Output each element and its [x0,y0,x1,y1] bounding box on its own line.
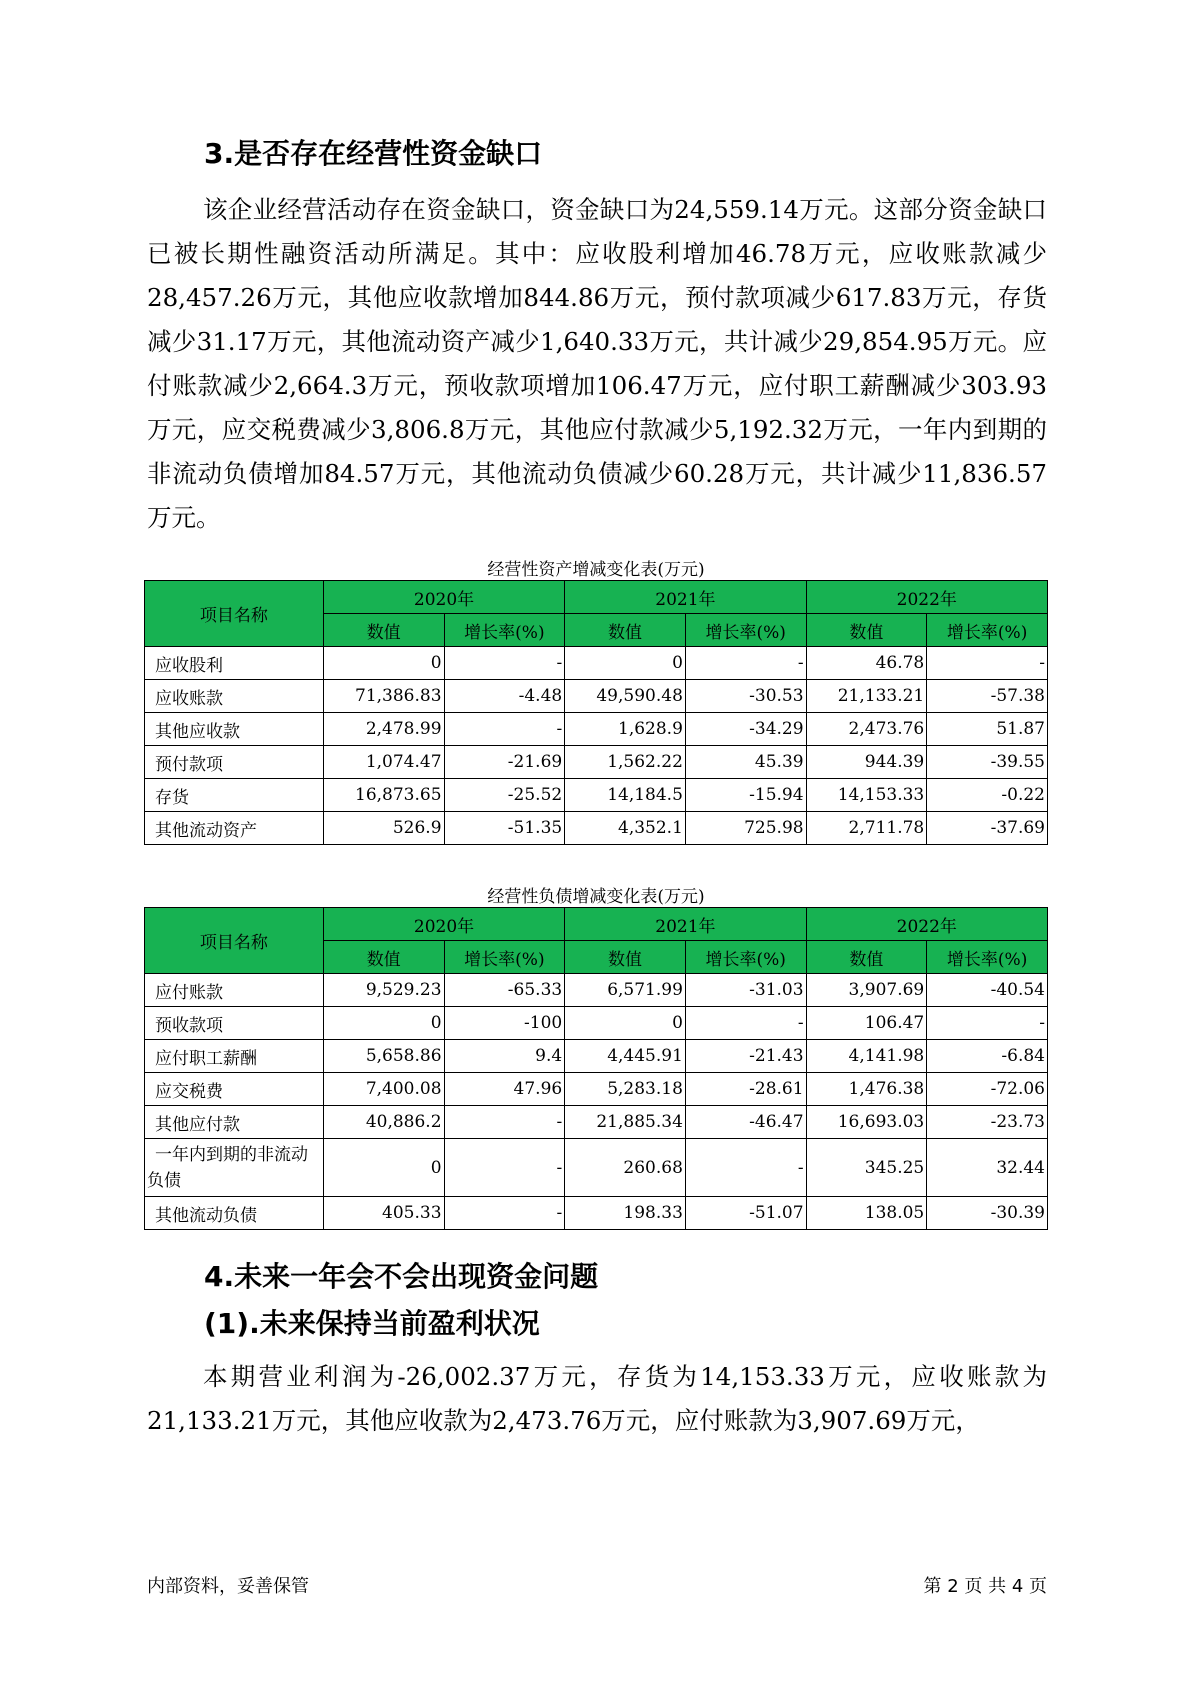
cell-value: 14,153.33 [806,779,927,812]
cell-value: 5,658.86 [323,1040,444,1073]
table-row [145,1139,1048,1197]
cell-value: 49,590.48 [565,680,686,713]
header-item-name: 项目名称 [145,908,324,974]
header-year-2022: 2022年 [806,581,1047,614]
table-row [145,1073,1048,1106]
cell-growth-rate: -0.22 [927,779,1048,812]
cell-value: 198.33 [565,1197,686,1230]
cell-value: 5,283.18 [565,1073,686,1106]
footer-confidential-note: 内部资料，妥善保管 [147,1576,309,1597]
cell-value: 2,478.99 [323,713,444,746]
cell-value: 1,628.9 [565,713,686,746]
cell-value: 21,133.21 [806,680,927,713]
cell-growth-rate: - [444,647,565,680]
cell-value: 6,571.99 [565,974,686,1007]
cell-value: 0 [565,1007,686,1040]
cell-growth-rate: -21.43 [685,1040,806,1073]
row-item-name: 一年内到期的非流动负债 [145,1139,324,1197]
cell-value: 2,473.76 [806,713,927,746]
row-item-name: 应付职工薪酬 [145,1040,324,1073]
table-row [145,974,1048,1007]
cell-growth-rate: - [444,1139,565,1197]
cell-growth-rate: -40.54 [927,974,1048,1007]
cell-growth-rate: 9.4 [444,1040,565,1073]
cell-value: 0 [565,647,686,680]
table-caption-assets: 经营性资产增减变化表(万元) [487,560,705,580]
header-year-2020: 2020年 [323,908,564,941]
cell-growth-rate: -51.07 [685,1197,806,1230]
cell-growth-rate: - [685,1139,806,1197]
table-row [145,1197,1048,1230]
header-value: 数值 [806,614,927,647]
header-year-2021: 2021年 [565,581,806,614]
cell-value: 526.9 [323,812,444,845]
section-heading-3: 3.是否存在经营性资金缺口 [204,137,543,170]
row-item-name: 应收股利 [145,647,324,680]
cell-value: 405.33 [323,1197,444,1230]
table-operating-liabilities [144,907,1048,1230]
section-heading-4: 4.未来一年会不会出现资金问题 [204,1260,599,1293]
cell-growth-rate: -100 [444,1007,565,1040]
header-growth-rate: 增长率(%) [927,614,1048,647]
cell-growth-rate: -23.73 [927,1106,1048,1139]
header-value: 数值 [323,941,444,974]
cell-value: 4,352.1 [565,812,686,845]
cell-value: 138.05 [806,1197,927,1230]
cell-value: 7,400.08 [323,1073,444,1106]
paragraph-current-profit: 本期营业利润为-26,002.37万元，存货为14,153.33万元，应收账款为21,133.21万元，其他应收款为2,473.76万元，应付账款为3,907.69万元， [147,1362,1047,1435]
header-growth-rate: 增长率(%) [685,941,806,974]
header-year-2021: 2021年 [565,908,806,941]
cell-value: 4,445.91 [565,1040,686,1073]
cell-growth-rate: 51.87 [927,713,1048,746]
cell-value: 345.25 [806,1139,927,1197]
cell-growth-rate: 45.39 [685,746,806,779]
header-year-2020: 2020年 [323,581,564,614]
row-item-name: 其他应付款 [145,1106,324,1139]
cell-growth-rate: -21.69 [444,746,565,779]
header-year-2022: 2022年 [806,908,1047,941]
cell-value: 16,693.03 [806,1106,927,1139]
header-item-name: 项目名称 [145,581,324,647]
row-item-name: 应交税费 [145,1073,324,1106]
cell-value: 2,711.78 [806,812,927,845]
cell-growth-rate: -34.29 [685,713,806,746]
table-body [145,974,1048,1230]
table-row [145,779,1048,812]
cell-value: 21,885.34 [565,1106,686,1139]
cell-value: 9,529.23 [323,974,444,1007]
cell-growth-rate: - [444,1106,565,1139]
table-row [145,713,1048,746]
cell-growth-rate: -4.48 [444,680,565,713]
cell-value: 40,886.2 [323,1106,444,1139]
cell-growth-rate: - [927,647,1048,680]
cell-growth-rate: -30.39 [927,1197,1048,1230]
cell-value: 46.78 [806,647,927,680]
header-value: 数值 [323,614,444,647]
cell-growth-rate: - [685,647,806,680]
cell-growth-rate: - [685,1007,806,1040]
table-caption-liabilities: 经营性负债增减变化表(万元) [487,887,705,907]
cell-growth-rate: - [444,713,565,746]
cell-value: 0 [323,1139,444,1197]
cell-value: 1,074.47 [323,746,444,779]
cell-value: 1,476.38 [806,1073,927,1106]
cell-value: 4,141.98 [806,1040,927,1073]
cell-value: 106.47 [806,1007,927,1040]
row-item-name: 应付账款 [145,974,324,1007]
header-growth-rate: 增长率(%) [927,941,1048,974]
cell-value: 14,184.5 [565,779,686,812]
header-growth-rate: 增长率(%) [685,614,806,647]
paragraph-funding-gap: 该企业经营活动存在资金缺口，资金缺口为24,559.14万元。这部分资金缺口已被长期性融资活动所满足。其中：应收股利增加46.78万元，应收账款减少28,457.26万元，其他应收款增加844.86万元，预付款项减少617.83万元，存货减少31.17万元，其他流动资产减少1,640.33万元，共计减少29,854.95万元。应付账款减少2,664.3万元，预收款项增加106.47万元，应付职工薪酬减少303.93万元，应交税费减少3,806.8万元，其他应付款减少5,192.32万元，一年内到期的非流动负债增加84.57万元，其他流动负债减少60.28万元，共计减少11,836.57万元。 [147,195,1047,532]
cell-growth-rate: -25.52 [444,779,565,812]
table-row [145,1040,1048,1073]
cell-growth-rate: - [444,1197,565,1230]
table-row [145,680,1048,713]
header-value: 数值 [565,614,686,647]
cell-value: 3,907.69 [806,974,927,1007]
cell-growth-rate: 32.44 [927,1139,1048,1197]
cell-value: 944.39 [806,746,927,779]
row-item-name: 其他流动资产 [145,812,324,845]
cell-growth-rate: -28.61 [685,1073,806,1106]
row-item-name: 其他应收款 [145,713,324,746]
cell-growth-rate: 47.96 [444,1073,565,1106]
cell-value: 1,562.22 [565,746,686,779]
table-row [145,1007,1048,1040]
row-item-name: 存货 [145,779,324,812]
cell-value: 260.68 [565,1139,686,1197]
footer-page-number: 第 2 页 共 4 页 [923,1576,1047,1597]
cell-value: 16,873.65 [323,779,444,812]
cell-growth-rate: -37.69 [927,812,1048,845]
cell-growth-rate: -30.53 [685,680,806,713]
cell-growth-rate: 725.98 [685,812,806,845]
row-item-name: 其他流动负债 [145,1197,324,1230]
table-row [145,746,1048,779]
cell-growth-rate: -51.35 [444,812,565,845]
cell-growth-rate: -15.94 [685,779,806,812]
table-row [145,812,1048,845]
cell-growth-rate: -46.47 [685,1106,806,1139]
row-item-name: 预付款项 [145,746,324,779]
row-item-name: 预收款项 [145,1007,324,1040]
table-body [145,647,1048,845]
header-value: 数值 [565,941,686,974]
cell-growth-rate: - [927,1007,1048,1040]
cell-value: 71,386.83 [323,680,444,713]
table-row [145,1106,1048,1139]
subsection-heading-4-1: (1).未来保持当前盈利状况 [204,1307,540,1340]
header-value: 数值 [806,941,927,974]
header-growth-rate: 增长率(%) [444,941,565,974]
table-row [145,647,1048,680]
cell-growth-rate: -72.06 [927,1073,1048,1106]
cell-growth-rate: -6.84 [927,1040,1048,1073]
row-item-name: 应收账款 [145,680,324,713]
cell-value: 0 [323,647,444,680]
cell-value: 0 [323,1007,444,1040]
cell-growth-rate: -31.03 [685,974,806,1007]
cell-growth-rate: -65.33 [444,974,565,1007]
header-growth-rate: 增长率(%) [444,614,565,647]
cell-growth-rate: -39.55 [927,746,1048,779]
table-operating-assets [144,580,1048,845]
cell-growth-rate: -57.38 [927,680,1048,713]
